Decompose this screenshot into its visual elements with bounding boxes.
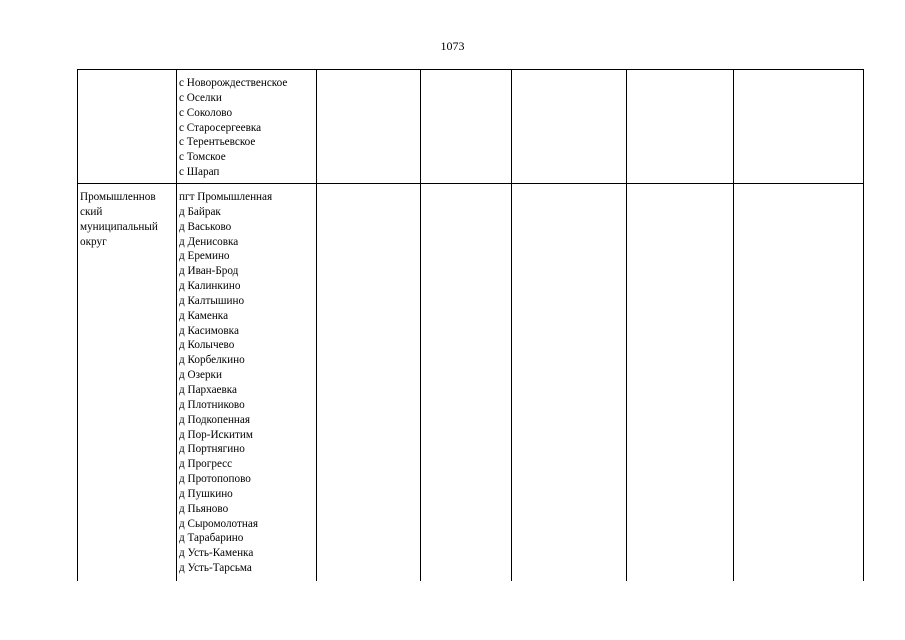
- settlement-item: д Колычево: [179, 339, 235, 352]
- settlement-item: д Байрак: [179, 205, 221, 218]
- empty-cell: [317, 184, 421, 582]
- settlement-item: д Денисовка: [179, 235, 239, 248]
- settlement-item: д Протопопово: [179, 473, 251, 486]
- settlement-item: д Пушкино: [179, 487, 233, 500]
- settlement-item: д Пархаевка: [179, 383, 238, 396]
- table-row: [78, 184, 864, 582]
- empty-cell: [734, 184, 864, 582]
- settlements-cell: [177, 70, 317, 184]
- settlements-table: [77, 69, 864, 581]
- empty-cell: [627, 184, 734, 582]
- settlement-item: д Калинкино: [179, 280, 241, 293]
- settlement-item: с Соколово: [179, 106, 233, 119]
- settlement-item: д Корбелкино: [179, 354, 245, 367]
- settlement-item: пгт Промышленная: [179, 191, 273, 203]
- empty-cell: [421, 70, 512, 184]
- settlement-item: д Еремино: [179, 250, 230, 263]
- settlement-item: д Портнягино: [179, 443, 245, 456]
- empty-cell: [734, 70, 864, 184]
- empty-cell: [421, 184, 512, 582]
- settlement-item: с Старосергеевка: [179, 121, 262, 134]
- settlement-item: с Томское: [179, 151, 226, 164]
- district-cell: Промышленнов ский муниципальный округ: [78, 184, 177, 582]
- settlement-item: д Подкопенная: [179, 413, 251, 426]
- settlement-item: д Каменка: [179, 309, 229, 322]
- settlement-item: с Оселки: [179, 91, 222, 104]
- empty-cell: [317, 70, 421, 184]
- table-row: [78, 70, 864, 184]
- page-number: 1073: [440, 39, 465, 53]
- settlement-item: д Тарабарино: [179, 532, 244, 545]
- settlement-item: д Сыромолотная: [179, 517, 258, 530]
- settlement-item: д Усть-Тарсьма: [179, 562, 252, 575]
- settlements-cell: [177, 184, 317, 582]
- district-cell: [78, 70, 177, 184]
- settlement-item: д Прогресс: [179, 458, 233, 471]
- empty-cell: [627, 70, 734, 184]
- settlement-item: с Терентьевское: [179, 136, 256, 149]
- empty-cell: [512, 70, 627, 184]
- settlement-item: д Плотниково: [179, 398, 245, 411]
- settlement-item: д Пьяново: [179, 502, 229, 515]
- settlement-item: с Шарап: [179, 166, 220, 179]
- empty-cell: [512, 184, 627, 582]
- settlement-item: д Калтышино: [179, 294, 245, 307]
- settlement-item: д Пор-Искитим: [179, 428, 253, 441]
- settlement-item: д Усть-Каменка: [179, 547, 254, 560]
- settlement-item: д Иван-Брод: [179, 265, 239, 278]
- settlement-item: д Васьково: [179, 220, 232, 233]
- settlement-item: д Касимовка: [179, 324, 239, 337]
- settlement-item: д Озерки: [179, 369, 222, 382]
- settlement-item: с Новорождественское: [179, 77, 288, 89]
